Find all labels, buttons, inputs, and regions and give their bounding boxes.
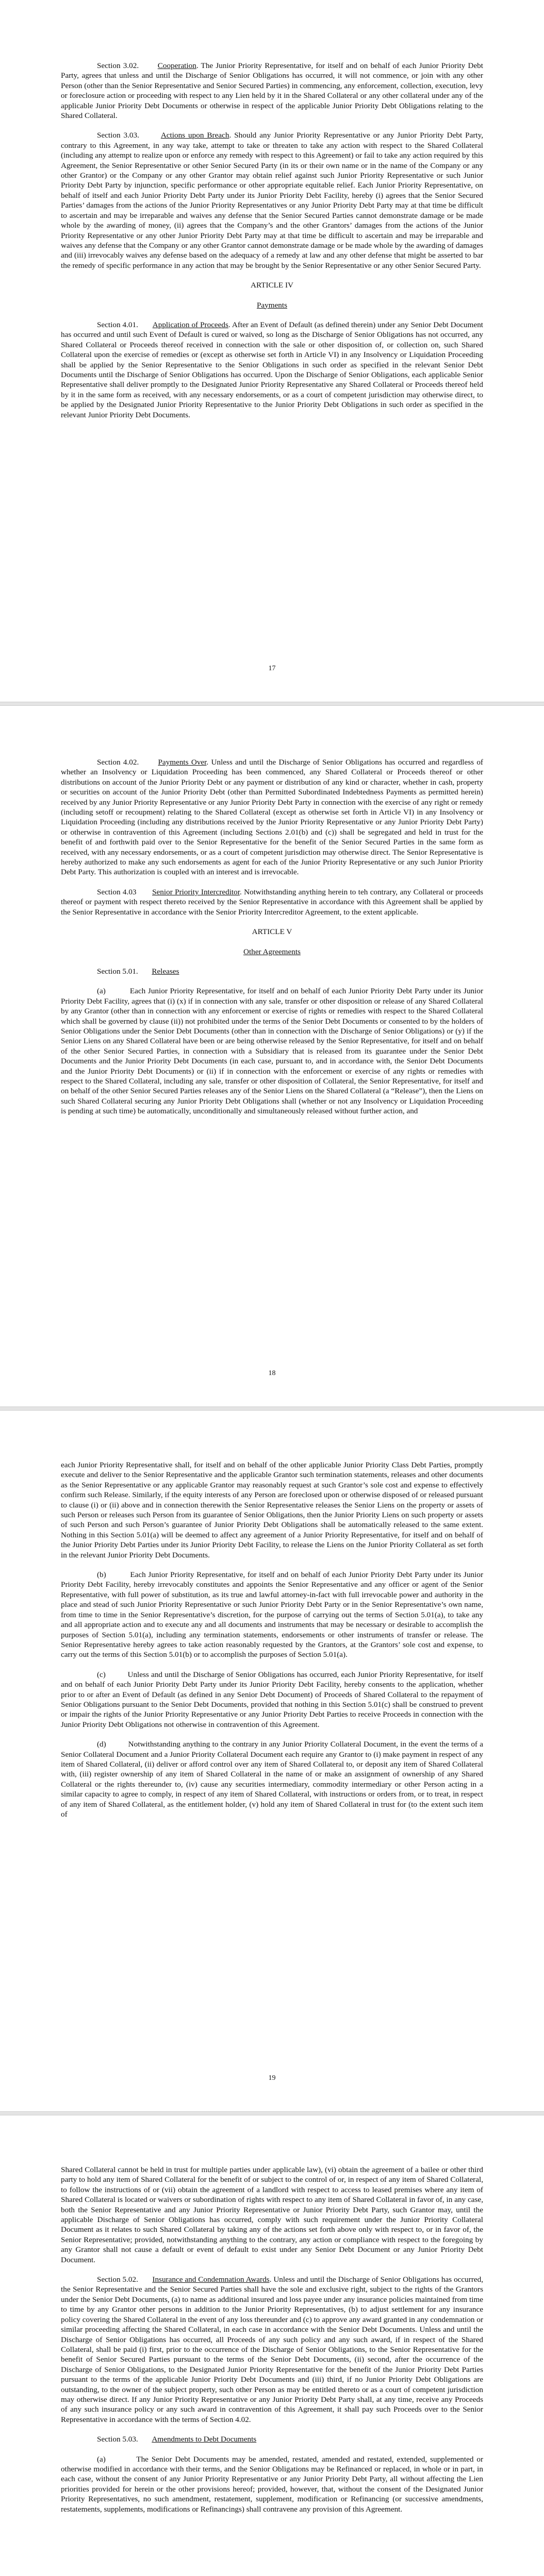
page-number: 17	[268, 665, 276, 672]
paragraph-section-5-02: Section 5.02. Insurance and Condemnation Awards. Unless and until the Discharge of Senior Obligations has occurred, the Senior Representative and the Senior Secured Parties shall have the sole and exclusive right, subject to the rights of the Grantors under the Senior Debt Documents, (a) to name as additional insured and loss payee under any insurance policies maintained from time to time by any Grantor other persons in addition to the Junior Priority Representatives, (b) to adjust settlement for any insurance policy covering the Shared Collateral in the event of any loss thereunder and (c) to approve any award granted in any condemnation or similar proceeding affecting the Shared Collateral, in each case in accordance with the Senior Debt Documents. Unless and until the Discharge of Senior Obligations has occurred, all Proceeds of any such policy and any such award, if in respect of the Shared Collateral, shall be paid (i) first, prior to the occurrence of the Discharge of Senior Obligations, to the Senior Representative for the benefit of Senior Secured Parties pursuant to the terms of the Senior Debt Documents, (ii) second, after the occurrence of the Discharge of Senior Obligations, to the Designated Junior Priority Representative for the benefit of the Junior Priority Debt Parties pursuant to the terms of the applicable Junior Priority Debt Documents and (iii) third, if no Junior Priority Debt Obligations are outstanding, to the owner of the subject property, such other Person as may be entitled thereto or as a court of competent jurisdiction may otherwise direct. If any Junior Priority Representative or any Junior Priority Debt Party shall, at any time, receive any Proceeds of any such insurance policy or any such award in contravention of this Agreement, it shall pay such Proceeds over to the Senior Representative in accordance with the terms of Section 4.02.	[61, 2275, 484, 2424]
page-divider	[0, 1406, 544, 1411]
paragraph-section-3-03: Section 3.03. Actions upon Breach. Should any Junior Priority Representative or any Junior Priority Debt Party, contrary to this Agreement, in any way take, attempt to take or threaten to take any action with respect to the Shared Collateral (including any attempt to realize upon or enforce any remedy with respect to this Agreement) or fail to take any action required by this Agreement, the Senior Representative or other Senior Secured Party (in its or their own name or in the name of the Company or any other Grantor) or the Company or any other Grantor may obtain relief against such Junior Priority Representative or such Junior Priority Debt Party by injunction, specific performance or other appropriate equitable relief. Each Junior Priority Representative, on behalf of itself and each Junior Priority Debt Party under its Junior Priority Debt Facility, hereby (i) agrees that the Senior Secured Parties’ damages from the actions of the Junior Priority Representatives or any Junior Priority Debt Party may at that time be difficult to ascertain and may be irreparable and waives any defense that the Senior Secured Parties cannot demonstrate damage or be made whole by the awarding of money, (ii) agrees that the Company’s and the other Grantors’ damages from the actions of the Junior Priority Representative or any other Junior Priority Debt Party may at that time be difficult to ascertain and may be irreparable and waives any defense that the Company or any other Grantor cannot demonstrate damage or be made whole by the awarding of damages and (iii) irrevocably waives any defense based on the adequacy of a remedy at law and any other defense that might be asserted to bar the remedy of specific performance in any action that may be brought by the Senior Representative or any other Senior Secured Party.	[61, 131, 484, 270]
paragraph-5-01-a: (a) Each Junior Priority Representative, for itself and on behalf of each Junior Priority Debt Party under its Junior Priority Debt Facility, agrees that (i) (x) if in connection with any sale, transfer or other disposition or release of any Shared Collateral by any Grantor (other than in connection with any enforcement or exercise of rights or remedies with respect to the Shared Collateral which shall be governed by clause (ii)) not prohibited under the terms of the Senior Debt Documents or consented to by the holders of Senior Obligations under the Senior Debt Documents (other than in connection with the Discharge of Senior Obligations) or (y) if the Senior Liens on any Shared Collateral have been or are being otherwise released by the Senior Representative, for itself and on behalf of the other Senior Secured Parties, in connection with a Subsidiary that is released from its guarantee under the Senior Debt Documents and the Junior Priority Debt Documents (in each case, pursuant to, and in accordance with, the Senior Debt Documents and the Junior Priority Debt Documents) or (ii) if in connection with the enforcement or exercise of any rights or remedies with respect to the Shared Collateral, including any sale, transfer or other disposition of Collateral, the Senior Representative, for itself and on behalf of the other Senior Secured Parties releases any of the Senior Liens on the Shared Collateral (a “Release”), then the Liens on such Shared Collateral securing any Junior Priority Debt Obligations shall (whether or not any Insolvency or Liquidation Proceeding is pending at such time) be automatically, unconditionally and simultaneously released without further action, and	[61, 987, 484, 1116]
paragraph-5-01-d: (d) Notwithstanding anything to the contrary in any Junior Priority Collateral Document, in the event the terms of a Senior Collateral Document and a Junior Priority Collateral Document each require any Grantor to (i) make payment in respect of any item of Shared Collateral, (ii) deliver or afford control over any item of Shared Collateral to, or deposit any item of Shared Collateral with, (iii) register ownership of any item of Shared Collateral in the name of or make an assignment of ownership of any Shared Collateral or the rights thereunder to, (iv) cause any securities intermediary, commodity intermediary or other Person acting in a similar capacity to agree to comply, in respect of any item of Shared Collateral, with instructions or orders from, or to treat, in respect of any item of Shared Collateral, as the entitlement holder, (v) hold any item of Shared Collateral in trust for (to the extent such item of	[61, 1740, 484, 1819]
paragraph-5-03-a: (a) The Senior Debt Documents may be amended, restated, amended and restated, extended, supplemented or otherwise modified in accordance with their terms, and the Senior Obligations may be Refinanced or replaced, in whole or in part, in each case, without the consent of any Junior Priority Representative or any Junior Priority Debt Party, all without affecting the Lien priorities provided for herein or the other provisions hereof; provided, however, that, without the consent of the Designated Junior Priority Representatives, no such amendment, restatement, supplement, modification or Refinancing (or successive amendments, restatements, supplements, modifications or Refinancings) shall contravene any provision of this Agreement.	[61, 2454, 484, 2514]
paragraph-section-5-01: Section 5.01. Releases	[97, 967, 179, 976]
paragraph-5-01-c: (c) Unless and until the Discharge of Senior Obligations has occurred, each Junior Priority Representative, for itself and on behalf of each Junior Priority Debt Party under its Junior Priority Debt Facility, hereby consents to the application, whether prior to or after an Event of Default (as defined in any Senior Debt Document) of Proceeds of Shared Collateral to the repayment of Senior Obligations pursuant to the Senior Debt Documents, provided that nothing in this Section 5.01(c) shall be construed to prevent or impair the rights of the Junior Priority Representative or any Junior Priority Debt Parties to receive Proceeds in connection with the Junior Priority Debt Obligations not otherwise in contravention of this Agreement.	[61, 1670, 484, 1729]
document-page-4	[0, 2115, 544, 2576]
paragraph-5-01-d-continued: Shared Collateral cannot be held in trust for multiple parties under applicable law), (vi) obtain the agreement of a bailee or other third party to hold any item of Shared Collateral for the benefit of or subject to the control of or, in respect of any item of Shared Collateral, to follow the instructions of or (vii) obtain the agreement of a landlord with respect to access to leased premises where any item of Shared Collateral is located or waivers or subordination of rights with respect to any item of Shared Collateral in favor of, in any case, both the Senior Representative and any Junior Priority Representative or Junior Priority Debt Party, such Grantor may, until the applicable Discharge of Senior Obligations has occurred, comply with such requirement under the Junior Priority Collateral Document as it relates to such Shared Collateral by taking any of the actions set forth above only with respect to, or in favor of, the Senior Representative; provided, notwithstanding anything to the contrary, any action or compliance with respect to the foregoing by any Grantor shall not cause a default or event of default to exist under any Senior Debt Document or any Junior Priority Debt Document.	[61, 2165, 483, 2264]
page-body	[61, 757, 483, 1126]
article-subtitle: Other Agreements	[243, 947, 301, 956]
paragraph-5-01-a-continued: each Junior Priority Representative shall, for itself and on behalf of the other applicable Junior Priority Class Debt Parties, promptly execute and deliver to the Senior Representative and the applicable Grantor such termination statements, releases and other documents as the Senior Representative or any applicable Grantor may reasonably request at such Grantor’s sole cost and expense to effectively confirm such Release. Similarly, if the equity interests of any Person are foreclosed upon or otherwise disposed of or released pursuant to clause (i) or (ii) above and in connection therewith the Senior Representative releases the Senior Liens on the property or assets of such Person or releases such Person from its guarantee of Senior Obligations, then the Junior Priority Liens on such property or assets of such Person and such Person’s guarantee of Junior Priority Debt Obligations shall be automatically released to the same extent. Nothing in this Section 5.01(a) will be deemed to affect any agreement of a Junior Priority Representative, for itself and on behalf of the Junior Priority Debt Parties under its Junior Priority Debt Facility, to release the Liens on the Junior Priority Collateral as set forth in the relevant Junior Priority Debt Documents.	[61, 1461, 483, 1560]
paragraph-section-4-01: Section 4.01. Application of Proceeds. After an Event of Default (as defined therein) under any Senior Debt Document has occurred and until such Event of Default is cured or waived, so long as the Discharge of Senior Obligations has not occurred, any Shared Collateral or Proceeds thereof received in connection with the sale or other disposition of, or collection on, such Shared Collateral upon the exercise of remedies or (except as otherwise set forth in Article VI) in any Insolvency or Liquidation Proceeding shall be applied by the Senior Representative to the Senior Obligations in such order as specified in the relevant Senior Debt Documents until the Discharge of Senior Obligations has occurred. Upon the Discharge of Senior Obligations, each applicable Senior Representative shall deliver promptly to the Designated Junior Priority Representative any Shared Collateral or Proceeds thereof held by it in the same form as received, with any necessary endorsements, or as a court of competent jurisdiction may otherwise direct, to be applied by the Designated Junior Priority Representative to the Junior Priority Debt Obligations in such order as specified in the relevant Junior Priority Debt Documents.	[61, 320, 484, 419]
paragraph-section-4-03: Section 4.03 Senior Priority Intercreditor. Notwithstanding anything herein to teh contrary, any Collateral or proceeds thereof or payment with respect thereto received by the Senior Representative in accordance with this Agreement shall be applied by the Senior Representative in accordance with the Senior Priority Intercreditor Agreement, to the extent applicable.	[61, 887, 484, 917]
article-title: ARTICLE V	[252, 927, 292, 937]
page-number: 19	[268, 2074, 276, 2082]
page-body	[61, 2165, 483, 2524]
paragraph-section-5-03: Section 5.03. Amendments to Debt Documents	[97, 2435, 257, 2444]
page-divider	[0, 702, 544, 706]
page-number: 18	[268, 1369, 276, 1377]
document-page-2	[0, 706, 544, 1405]
article-subtitle: Payments	[256, 300, 288, 310]
page-divider	[0, 2111, 544, 2115]
paragraph-section-4-02: Section 4.02. Payments Over. Unless and until the Discharge of Senior Obligations has occurred and regardless of whether an Insolvency or Liquidation Proceeding has been commenced, any Shared Collateral or Proceeds thereof or other distributions on account of the Junior Priority Debt or any payment or distribution of any kind or character, whether in cash, property or securities on account of the Junior Priority Debt (other than Permitted Subordinated Indebtedness Payments as permitted herein) received by any Junior Priority Representative or any Junior Priority Debt Party in connection with the exercise of any right or remedy (including setoff or recoupment) relating to the Shared Collateral (except as otherwise set forth in Article VI) in any Insolvency or Liquidation Proceeding (including any distributions received by the Junior Priority Representative or any Junior Priority Debt Party) or otherwise in contravention of this Agreement (including Sections 2.01(b) and (c)) shall be segregated and held in trust for the benefit of and forthwith paid over to the Senior Representative for the benefit of the Senior Secured Parties in the same form as received, with any necessary endorsements, or as a court of competent jurisdiction may otherwise direct. The Senior Representative is hereby authorized to make any such endorsements as agent for each of the Junior Priority Representative or any such Junior Priority Debt Party. This authorization is coupled with an interest and is irrevocable.	[61, 758, 483, 877]
document-page-3	[0, 1411, 544, 2110]
paragraph-section-3-02: Section 3.02. Cooperation. The Junior Priority Representative, for itself and on behalf of each Junior Priority Debt Party, agrees that unless and until the Discharge of Senior Obligations has occurred, it will not commence, or join with any other Person (other than the Senior Representative and Senior Secured Parties) in commencing, any enforcement, collection, execution, levy or foreclosure action or proceeding with respect to any Lien held by it in the Shared Collateral or any other collateral under any of the applicable Junior Priority Debt Documents or otherwise in respect of the applicable Junior Priority Debt Obligations relating to the Shared Collateral.	[61, 61, 484, 121]
article-title: ARTICLE IV	[250, 281, 294, 290]
page-body	[61, 1460, 483, 1829]
page-body	[61, 61, 483, 430]
paragraph-5-01-b: (b) Each Junior Priority Representative, for itself and on behalf of each Junior Priority Debt Party under its Junior Priority Debt Facility, hereby irrevocably constitutes and appoints the Senior Representative and any officer or agent of the Senior Representative, with full power of substitution, as its true and lawful attorney-in-fact with full irrevocable power and authority in the place and stead of such Junior Priority Representative or such Junior Priority Debt Party or in the Senior Representative’s own name, from time to time in the Senior Representative’s discretion, for the purpose of carrying out the terms of Section 5.01(a), to take any and all appropriate action and to execute any and all documents and instruments that may be necessary or desirable to accomplish the purposes of Section 5.01(a), including any termination statements, endorsements or other instruments of transfer or release. The Senior Representative hereby agrees to take action reasonably requested by the Grantors, at the Grantors’ sole cost and expense, to carry out the terms of this Section 5.01(b) or to accomplish the purposes of Section 5.01(a).	[61, 1570, 483, 1659]
document-page-1	[0, 0, 544, 701]
